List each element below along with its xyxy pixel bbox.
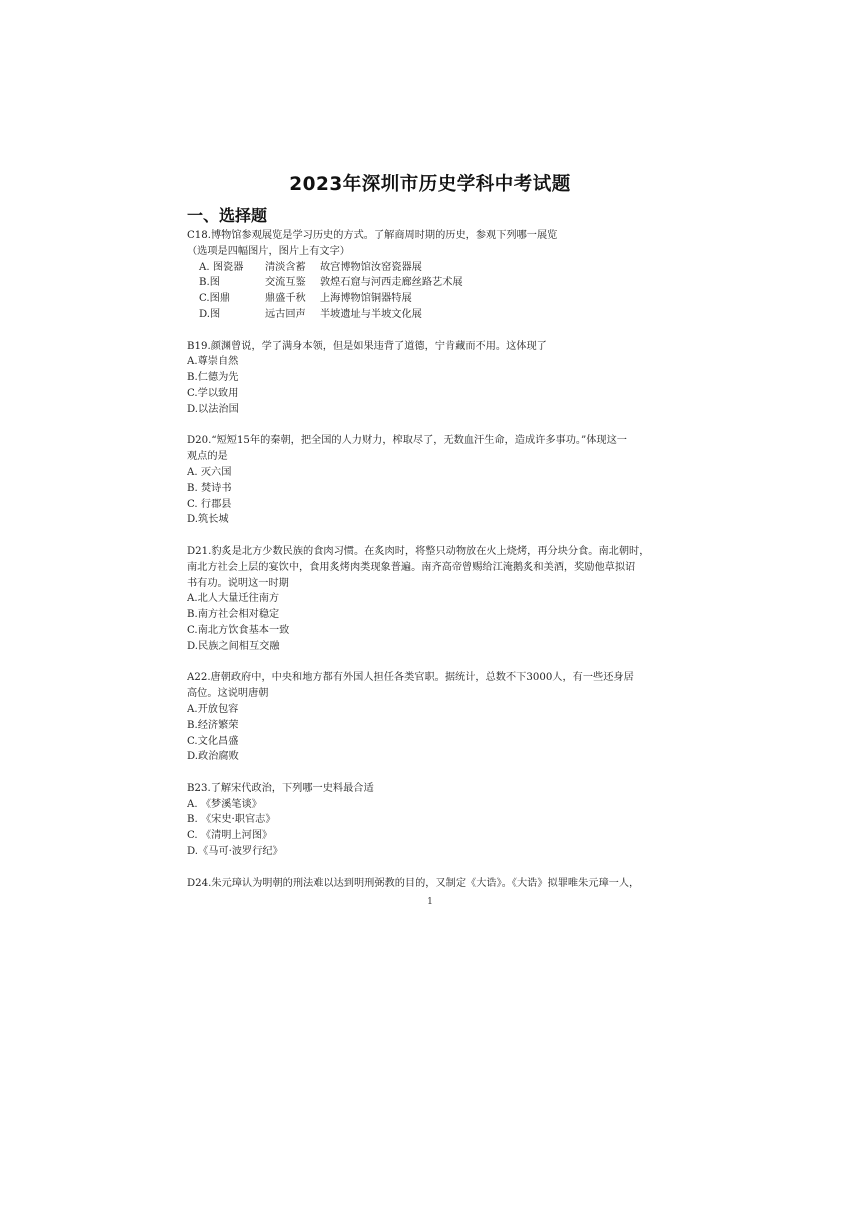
option-c: C.学以致用	[187, 387, 239, 399]
question-stem: B19.颜渊曾说，学了满身本领，但是如果违背了道德，宁肯藏而不用。这体现了	[187, 340, 547, 352]
option-d	[187, 307, 677, 323]
question-stem-cont: 书有功。说明这一时期	[187, 577, 289, 589]
question-stem: C18.博物馆参观展览是学习历史的方式。了解商周时期的历史，参观下列哪一展览	[187, 230, 558, 241]
question-stem: D20.“短短15年的秦朝，把全国的人力财力，榨取尽了，无数血汗生命，造成许多事功。”体现这一	[187, 435, 627, 447]
option-c	[187, 291, 677, 307]
question-stem: D21.豹炙是北方少数民族的食肉习惯。在炙肉时，将整只动物放在火上烧烤，再分块分食。南北朝时，	[187, 545, 650, 557]
question-stem: D24.朱元璋认为明朝的刑法难以达到明刑弼教的目的，又制定《大诰》。《大诰》拟罪唯朱元璋一人，	[187, 877, 640, 889]
option-d: D.筑长城	[187, 514, 229, 526]
option-c: C.南北方饮食基本一致	[187, 624, 290, 636]
question-stem: A22.唐朝政府中，中央和地方都有外国人担任各类官职。据统计，总数不下3000人，有一些还身居	[187, 672, 634, 684]
option-c: C.文化昌盛	[187, 735, 239, 747]
option-d: D.政治腐败	[187, 751, 239, 763]
option-a	[187, 260, 677, 276]
page-number: 1	[427, 897, 433, 907]
question-20	[187, 433, 677, 528]
option-label: D.图	[199, 308, 221, 320]
question-24	[187, 876, 677, 892]
option-b	[187, 275, 677, 291]
option-b: B.经济繁荣	[187, 719, 239, 731]
question-23	[187, 781, 677, 860]
option-theme: 清淡含蓄	[265, 261, 306, 273]
option-d: D.民族之间相互交融	[187, 640, 280, 652]
option-c: C. 《清明上河图》	[187, 830, 273, 842]
option-label: C.图鼎	[199, 293, 231, 305]
question-stem-cont: 观点的是	[187, 451, 228, 463]
question-stem: B23.了解宋代政治，下列哪一史料最合适	[187, 782, 374, 794]
option-label: B.图	[199, 277, 220, 289]
option-exhibit: 敦煌石窟与河西走廊丝路艺术展	[320, 277, 463, 289]
option-d: D.以法治国	[187, 403, 239, 415]
option-theme: 鼎盛千秋	[265, 293, 306, 305]
option-a: A. 《梦溪笔谈》	[187, 798, 262, 810]
option-exhibit: 故宫博物馆汝窑瓷器展	[320, 261, 422, 273]
exam-title: 2023年深圳市历史学科中考试题	[289, 174, 571, 195]
question-19	[187, 339, 677, 418]
question-stem-cont: 高位。这说明唐朝	[187, 688, 269, 700]
option-exhibit: 上海博物馆铜器特展	[320, 293, 412, 305]
section-heading: 一、选择题	[187, 206, 268, 225]
option-b: B. 焚诗书	[187, 482, 232, 494]
option-exhibit: 半坡遗址与半坡文化展	[320, 308, 422, 320]
question-21	[187, 544, 677, 655]
question-list	[187, 228, 677, 891]
question-18	[187, 228, 677, 323]
option-theme: 交流互鉴	[265, 277, 306, 289]
option-b: B.仁德为先	[187, 372, 239, 384]
option-theme: 远古回声	[265, 308, 306, 320]
option-b: B.南方社会相对稳定	[187, 609, 280, 621]
option-b: B. 《宋史·职官志》	[187, 814, 276, 826]
option-a: A.北人大量迁往南方	[187, 593, 280, 605]
option-d: D.《马可·波罗行纪》	[187, 846, 283, 858]
option-a: A.尊崇自然	[187, 356, 239, 368]
option-c: C. 行郡县	[187, 498, 232, 510]
option-label: A. 图瓷器	[199, 261, 244, 273]
option-a: A.开放包容	[187, 703, 239, 715]
question-22	[187, 670, 677, 765]
option-a: A. 灭六国	[187, 466, 232, 478]
question-stem-cont: 南北方社会上层的宴饮中，食用炙烤肉类现象普遍。南齐高帝曾赐给江淹鹅炙和美酒，奖励他草拟诏	[187, 561, 636, 573]
question-stem-note: （选项是四幅图片，图片上有文字）	[187, 245, 350, 257]
